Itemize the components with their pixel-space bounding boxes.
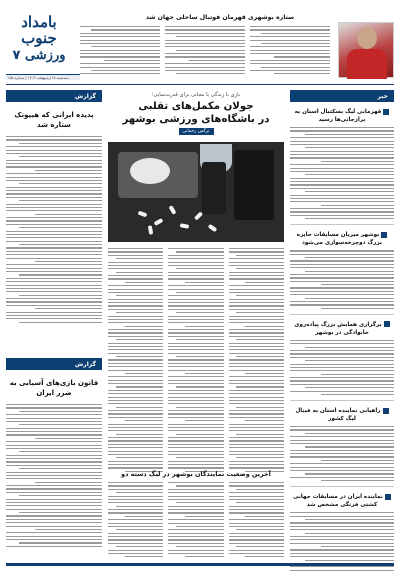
news-title (290, 108, 394, 124)
news-tag-label: خبر (377, 92, 388, 100)
photo-powder (130, 158, 170, 184)
square-bullet-icon (383, 408, 389, 414)
photo-pill (169, 205, 177, 215)
square-bullet-icon (385, 494, 391, 500)
divider (290, 314, 394, 315)
news-title-text: قهرمانی لیگ بسکتبال استان به برازجانی‌ها رسید (294, 109, 382, 123)
main-headline-line-1: جولان مکمل‌های تقلبی (138, 101, 254, 112)
main-kicker: بازی با زندگی با مجانی برای قدرت‌نمایی؛ (151, 92, 241, 98)
main-story-body (108, 248, 284, 480)
main-headline-line-2: در باشگاه‌های ورزشی بوشهر (122, 114, 270, 125)
text-column (80, 26, 160, 82)
news-item (290, 231, 394, 315)
author-byline (108, 128, 284, 135)
report-body (6, 404, 102, 547)
square-bullet-icon (381, 232, 387, 238)
author-name: نرگس رحمانی (179, 128, 214, 135)
main-headline (108, 100, 284, 126)
news-title-text: برگزاری همایش بزرگ پیاده‌روی خانوادگی در بوشهر (294, 321, 382, 336)
news-item (290, 407, 394, 487)
report-tag (6, 358, 102, 370)
news-body (290, 426, 394, 481)
photo-pill (138, 211, 148, 218)
photo-pill (194, 211, 203, 220)
news-title (290, 493, 394, 509)
footer-bar (6, 563, 394, 566)
photo-pill (154, 218, 164, 226)
text-column (168, 482, 223, 560)
supplements-photo (108, 142, 284, 242)
player-shirt (347, 49, 387, 79)
news-tag (290, 90, 394, 102)
right-column (290, 90, 394, 560)
photo-pill (180, 223, 190, 229)
top-headline: ستاره بوشهری قهرمان فوتبال ساحلی جهان شد (145, 14, 295, 21)
square-bullet-icon (384, 321, 390, 327)
news-title (290, 231, 394, 247)
news-body (290, 250, 394, 309)
text-column (229, 482, 284, 560)
news-title-text: بوشهر میزبان مسابقات جایزه بزرگ دوچرخه‌سواری می‌شود (296, 232, 382, 247)
report-box-2 (6, 358, 102, 547)
masthead-section (8, 48, 70, 64)
page-number: ۷ (12, 48, 21, 63)
player-photo (338, 22, 394, 78)
square-bullet-icon (383, 109, 389, 115)
section-name: ورزشی (24, 48, 66, 63)
top-story-body (80, 26, 330, 82)
bottom-story-body (108, 482, 284, 560)
news-body (290, 127, 394, 219)
text-column (250, 26, 330, 82)
left-column (6, 90, 102, 560)
date-bar (6, 74, 80, 80)
masthead-divider (6, 84, 394, 85)
report-title: پدیده ایرانی که هیپوتک ستاره شد (14, 111, 94, 129)
divider (290, 224, 394, 225)
text-column (229, 248, 284, 480)
news-item (290, 493, 394, 571)
photo-dumbbell (234, 150, 274, 220)
date-line: سه‌شنبه ۱۸ اردیبهشت ۱۴۰۳ | شماره ۱۵۸ (8, 76, 69, 80)
report-tag (6, 90, 102, 102)
report-tag-label: گزارش (74, 92, 96, 100)
report-tag-label: گزارش (74, 360, 96, 368)
news-item (290, 108, 394, 225)
text-column (165, 26, 245, 82)
divider (290, 400, 394, 401)
photo-pill (148, 225, 154, 235)
masthead (8, 14, 70, 72)
news-title-text: نماینده ایران در مسابقات جهانی کشتی فرنگی مشخص شد (293, 494, 383, 509)
news-item (290, 321, 394, 401)
news-title (290, 407, 394, 423)
bottom-headline: آخرین وضعیت نمایندگان بوشهر در لیگ دسته دو (121, 470, 271, 478)
masthead-brand: بامداد جنوب (21, 13, 57, 47)
photo-dumbbell (202, 162, 226, 214)
news-title-text: راهیابی نماینده استان به فینال لیگ کشور (295, 408, 381, 423)
divider (290, 486, 394, 487)
report-title: قانون بازی‌های آسیایی به ضرر ایران (9, 379, 99, 397)
text-column (168, 248, 223, 480)
photo-pill (208, 224, 218, 232)
report-body (6, 136, 102, 323)
news-body (290, 340, 394, 395)
player-head (357, 27, 377, 49)
text-column (108, 482, 163, 560)
news-title (290, 321, 394, 337)
text-column (108, 248, 163, 480)
